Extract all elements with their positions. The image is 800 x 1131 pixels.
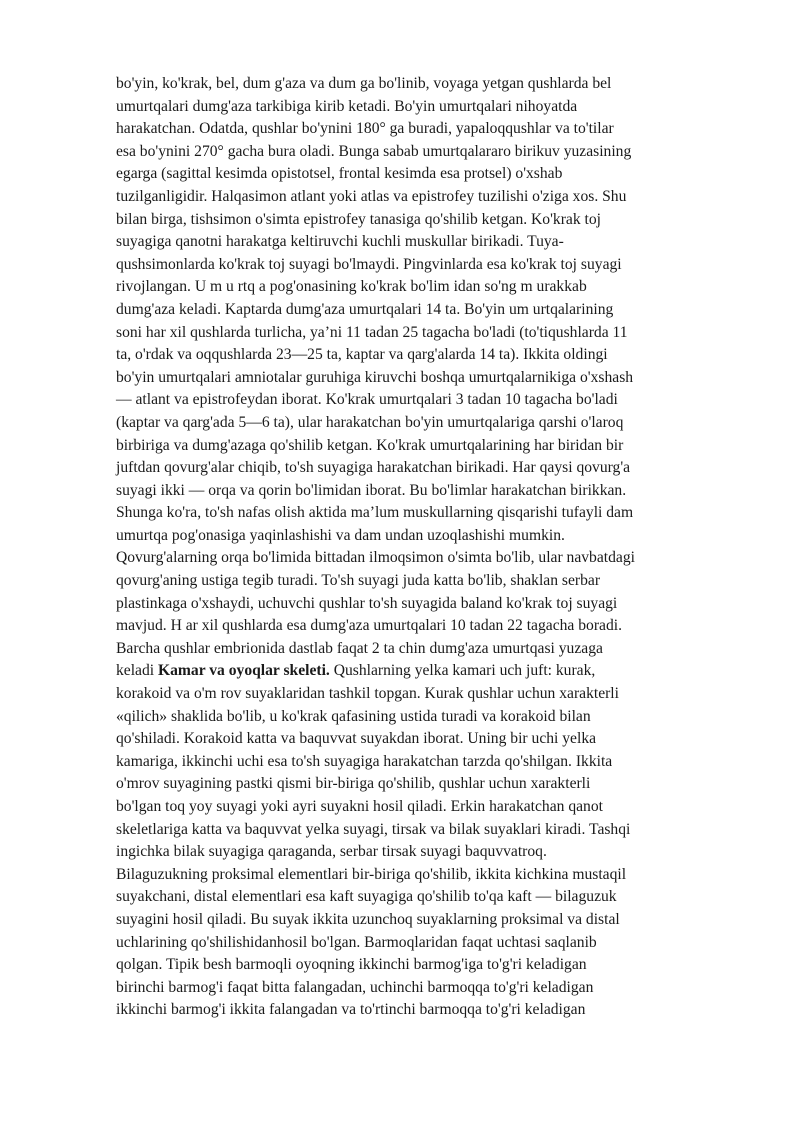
text-line: Barcha qushlar embrionida dastlab faqat 2 ta chin dumg'aza umurtqasi yuzaga: [116, 639, 603, 657]
text-line: ta, o'rdak va oqqushlarda 23—25 ta, kaptar va qarg'alarda 14 ta). Ikkita oldingi: [116, 346, 608, 364]
text-line: ikkinchi barmog'i ikkita falangadan va to'rtinchi barmoqqa to'g'ri keladigan: [116, 1001, 586, 1019]
text-line: qushsimonlarda ko'krak toj suyagi bo'lmaydi. Pingvinlarda esa ko'krak toj suyagi: [116, 255, 622, 273]
text-line: bo'lgan toq yoy suyagi yoki ayri suyakni hosil qiladi. Erkin harakatchan qanot: [116, 798, 603, 815]
text-line: bo'yin umurtqalari amniotalar guruhiga kiruvchi boshqa umurtqalarnikiga o'xshash: [116, 368, 634, 386]
text-line: (kaptar va qarg'ada 5—6 ta), ular harakatchan bo'yin umurtqalariga qarshi o'laroq: [116, 413, 624, 431]
text-line: birinchi barmog'i faqat bitta falangadan, uchinchi barmoqqa to'g'ri keladigan: [116, 978, 594, 996]
text-line: bo'yin, ko'krak, bel, dum g'aza va dum ga bo'linib, voyaga yetgan qushlarda bel: [116, 75, 612, 92]
text-line: skeletlariga katta va baquvvat yelka suyagi, tirsak va bilak suyaklari kiradi. Tashqi: [116, 820, 631, 838]
text-line: suyakchani, distal elementlari esa kaft suyagiga qo'shilib to'qa kaft — bilaguzuk: [116, 888, 617, 906]
text-line: mavjud. H ar xil qushlarda esa dumg'aza umurtqalari 10 tadan 22 tagacha boradi.: [116, 617, 622, 635]
text-line: ingichka bilak suyagiga qaraganda, serbar tirsak suyagi baquvvatroq.: [116, 843, 547, 861]
text-line: umurtqalari dumg'aza tarkibiga kirib ketadi. Bo'yin umurtqalari nihoyatda: [116, 97, 578, 115]
text-line: uchlarining qo'shilishidanhosil bo'lgan. Barmoqlaridan faqat uchtasi saqlanib: [116, 933, 597, 951]
text-line: suyagiga qanotni harakatga keltiruvchi kuchli muskullar birikadi. Tuya-: [116, 233, 564, 251]
text-line: Shunga ko'ra, to'sh nafas olish aktida ma’lum muskullarning qisqarishi tufayli dam: [116, 504, 634, 522]
text-line: birbiriga va dumg'azaga qo'shilib ketgan. Ko'krak umurtqalarining har biridan bir: [116, 436, 624, 454]
text-line: — atlant va epistrofeydan iborat. Ko'krak umurtqalari 3 tadan 10 tagacha bo'ladi: [116, 391, 618, 409]
text-line: korakoid va o'm rov suyaklaridan tashkil topgan. Kurak qushlar uchun xarakterli: [116, 685, 619, 703]
body-text: [116, 73, 738, 1022]
text-line: Qovurg'alarning orqa bo'limida bittadan ilmoqsimon o'simta bo'lib, ular navbatdagi: [116, 549, 635, 567]
text-line: harakatchan. Odatda, qushlar bo'ynini 180° ga buradi, yapaloqqushlar va to'tilar: [116, 120, 614, 138]
text-line: soni har xil qushlarda turlicha, ya’ni 11 tadan 25 tagacha bo'ladi (to'tiqushlarda 11: [116, 323, 628, 341]
text-line: suyagi ikki — orqa va qorin bo'limidan iborat. Bu bo'limlar harakatchan birikkan.: [116, 481, 627, 499]
text-line: dumg'aza keladi. Kaptarda dumg'aza umurtqalari 14 ta. Bo'yin um urtqalarining: [116, 300, 614, 318]
text-line: esa bo'ynini 270° gacha bura oladi. Bunga sabab umurtqalararo birikuv yuzasining: [116, 142, 632, 160]
text-run: Qushlarning yelka kamari uch juft: kurak,: [329, 662, 596, 680]
text-line: plastinkaga o'xshaydi, uchuvchi qushlar to'sh suyagida baland ko'krak toj suyagi: [116, 594, 618, 612]
text-line: qovurg'aning ustiga tegib turadi. To'sh suyagi juda katta bo'lib, shaklan serbar: [116, 572, 601, 590]
text-line: bilan birga, tishsimon o'simta epistrofey tanasiga qo'shilib ketgan. Ko'krak toj: [116, 210, 601, 228]
text-line: suyagini hosil qiladi. Bu suyak ikkita uzunchoq suyaklarning proksimal va distal: [116, 910, 620, 928]
text-line: o'mrov suyagining pastki qismi bir-biriga qo'shilib, qushlar uchun xarakterli: [116, 775, 591, 793]
section-heading: Kamar va oyoqlar skeleti.: [158, 662, 330, 680]
text-line: egarga (sagittal kesimda opistotsel, frontal kesimda esa protsel) o'xshab: [116, 165, 563, 183]
text-line: kamariga, ikkinchi uchi esa to'sh suyagiga harakatchan tarzda qo'shilgan. Ikkita: [116, 752, 613, 770]
text-line: juftdan qovurg'alar chiqib, to'sh suyagiga harakatchan birikadi. Har qaysi qovurg'a: [116, 459, 631, 477]
text-line: «qilich» shaklida bo'lib, u ko'krak qafasining ustida turadi va korakoid bilan: [116, 707, 591, 725]
text-line: Bilaguzukning proksimal elementlari bir-biriga qo'shilib, ikkita kichkina mustaqil: [116, 865, 627, 883]
text-line: tuzilganligidir. Halqasimon atlant yoki atlas va epistrofey tuzilishi o'ziga xos. Shu: [116, 187, 627, 205]
text-line: umurtqa pog'onasiga yaqinlashishi va dam undan uzoqlashishi mumkin.: [116, 526, 565, 544]
text-line: qo'shiladi. Korakoid katta va baquvvat suyakdan iborat. Uning bir uchi yelka: [116, 730, 597, 748]
text-line: rivojlangan. U m u rtq a pog'onasining ko'krak bo'lim idan so'ng m urakkab: [116, 278, 587, 296]
text-run: keladi: [116, 662, 158, 680]
text-line: qolgan. Tipik besh barmoqli oyoqning ikkinchi barmog'iga to'g'ri keladigan: [116, 956, 587, 974]
text-line-with-heading: [116, 660, 738, 683]
